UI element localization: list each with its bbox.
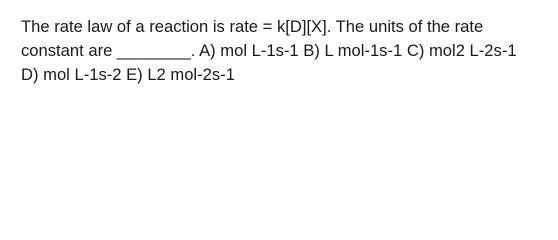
question-line-2: constant are ________. A) mol L-1s-1 B) L mol-1s-1 C) mol2 L-2s-1 bbox=[21, 41, 517, 60]
question-text bbox=[21, 15, 546, 87]
question-line-3: D) mol L-1s-2 E) L2 mol-2s-1 bbox=[21, 65, 235, 84]
question-line-1: The rate law of a reaction is rate = k[D][X]. The units of the rate bbox=[21, 17, 484, 36]
